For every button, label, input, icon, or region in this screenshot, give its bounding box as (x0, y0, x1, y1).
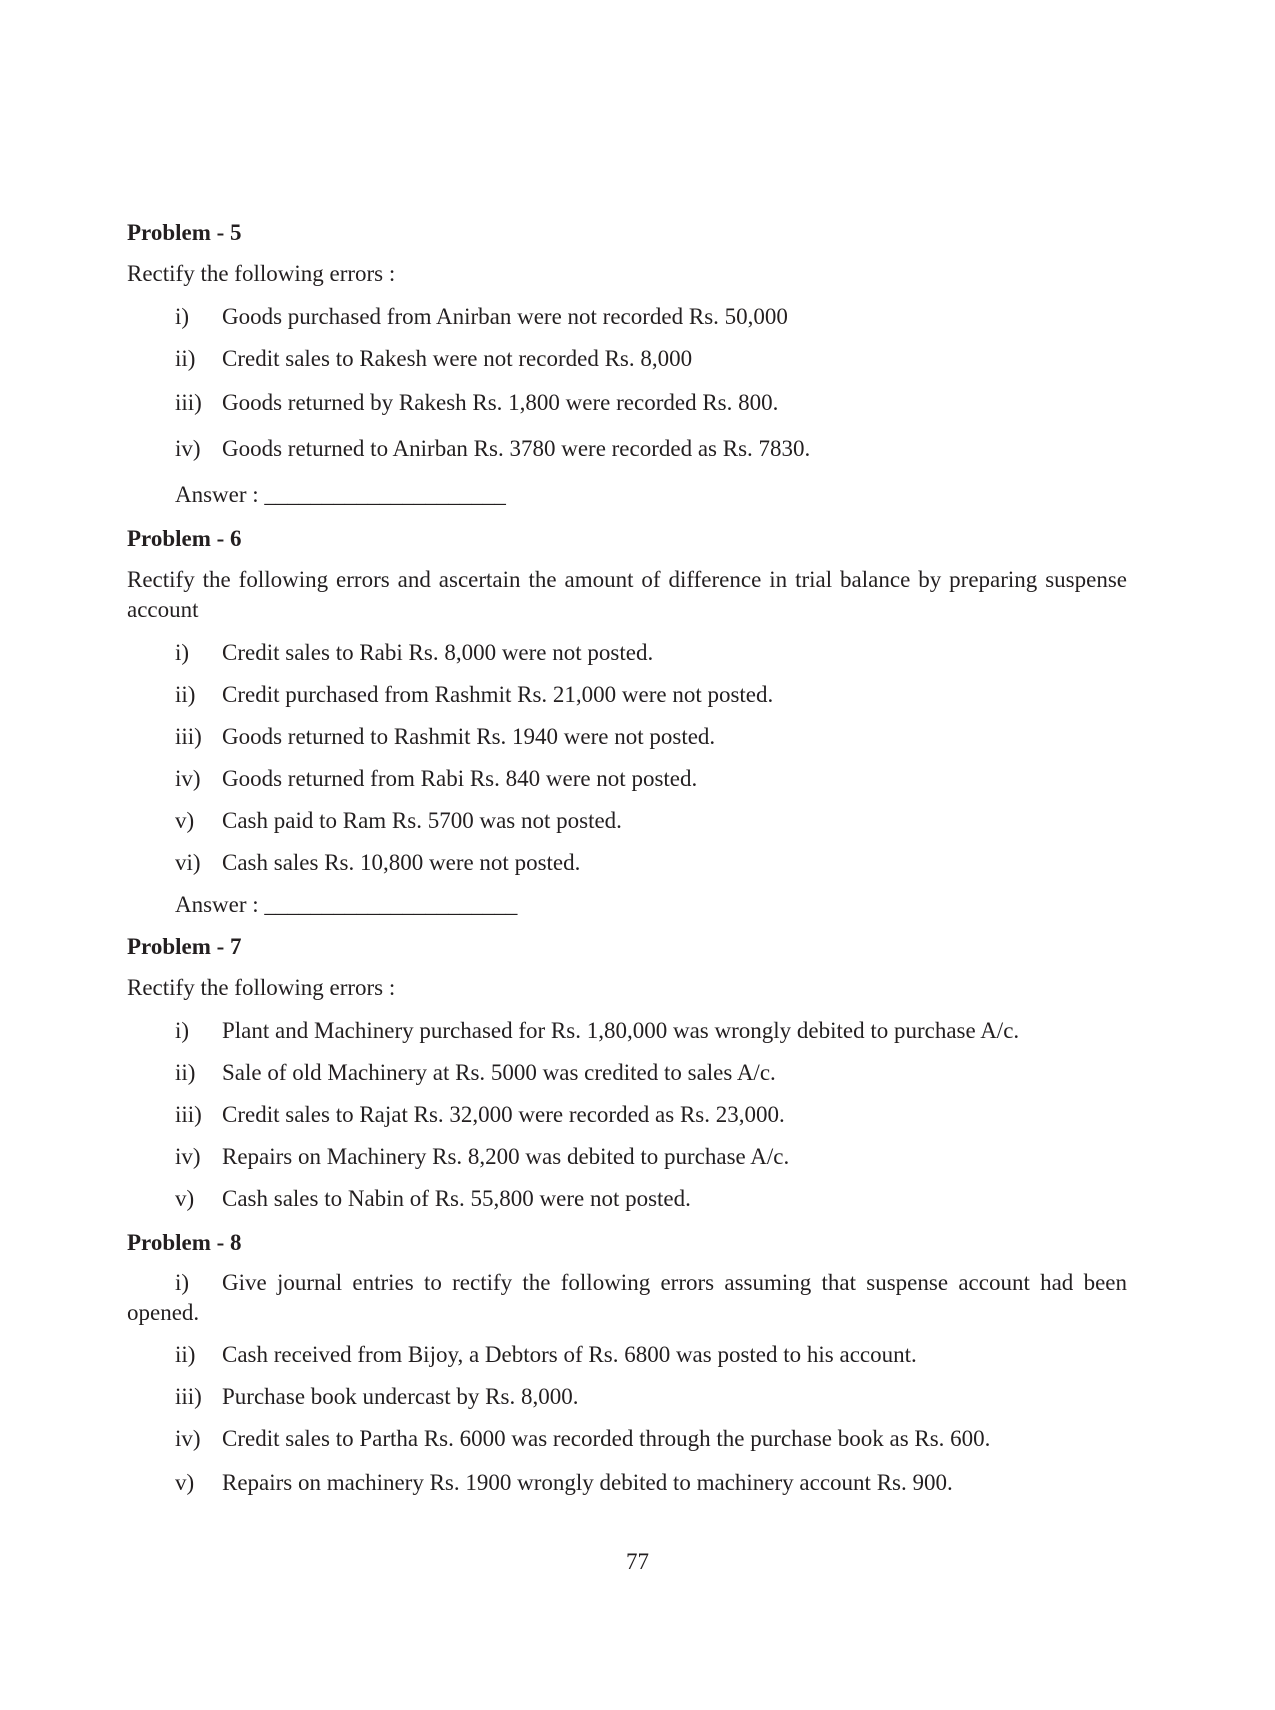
item-number: i) (175, 1018, 190, 1043)
item-text: Goods returned by Rakesh Rs. 1,800 were recorded Rs. 800. (222, 390, 779, 415)
item-text: Goods returned from Rabi Rs. 840 were not posted. (222, 766, 698, 791)
item-number: i) (175, 1270, 190, 1295)
item-text: Cash received from Bijoy, a Debtors of Rs. 6800 was posted to his account. (222, 1342, 917, 1367)
item-text: Credit sales to Rajat Rs. 32,000 were recorded as Rs. 23,000. (222, 1102, 785, 1127)
item-number: iii) (175, 390, 202, 415)
problem-7-title: Problem - 7 (127, 934, 242, 959)
item-text: Credit sales to Partha Rs. 6000 was recorded through the purchase book as Rs. 600. (222, 1426, 991, 1451)
page-number: 77 (626, 1549, 649, 1574)
problem-6-intro: Rectify the following errors and ascertain the amount of difference in trial balance by preparing suspense account (127, 567, 1127, 622)
item-number: v) (175, 808, 195, 833)
item-text: Credit sales to Rabi Rs. 8,000 were not posted. (222, 640, 654, 665)
item-text: Goods returned to Anirban Rs. 3780 were recorded as Rs. 7830. (222, 436, 811, 461)
item-number: vi) (175, 850, 201, 875)
item-number: ii) (175, 346, 196, 371)
problem-5-title: Problem - 5 (127, 220, 242, 245)
item-number: ii) (175, 1060, 196, 1085)
item-number: iv) (175, 766, 201, 791)
item-text: Plant and Machinery purchased for Rs. 1,80,000 was wrongly debited to purchase A/c. (222, 1018, 1020, 1043)
item-number: iii) (175, 1102, 202, 1127)
item-text: Purchase book undercast by Rs. 8,000. (222, 1384, 579, 1409)
item-text: Goods returned to Rashmit Rs. 1940 were not posted. (222, 724, 716, 749)
item-number: iii) (175, 724, 202, 749)
item-text: Cash sales Rs. 10,800 were not posted. (222, 850, 581, 875)
item-text: Goods purchased from Anirban were not recorded Rs. 50,000 (222, 304, 788, 329)
problem-8-title: Problem - 8 (127, 1230, 242, 1255)
item-number: i) (175, 640, 190, 665)
item-text: Credit purchased from Rashmit Rs. 21,000 were not posted. (222, 682, 774, 707)
item-number: v) (175, 1186, 195, 1211)
item-text: Repairs on Machinery Rs. 8,200 was debited to purchase A/c. (222, 1144, 790, 1169)
item-text: Credit sales to Rakesh were not recorded Rs. 8,000 (222, 346, 693, 371)
item-text: Sale of old Machinery at Rs. 5000 was credited to sales A/c. (222, 1060, 776, 1085)
problem-5-intro: Rectify the following errors : (127, 261, 396, 286)
item-text: Cash sales to Nabin of Rs. 55,800 were not posted. (222, 1186, 691, 1211)
problem-7-intro: Rectify the following errors : (127, 975, 396, 1000)
problem-8-item-1 (127, 1268, 1127, 1328)
item-text: Give journal entries to rectify the following errors assuming that suspense account had been opened. (127, 1270, 1127, 1325)
item-number: ii) (175, 682, 196, 707)
item-number: iii) (175, 1384, 202, 1409)
item-number: iv) (175, 1426, 201, 1451)
problem-6-title: Problem - 6 (127, 526, 242, 551)
item-number: iv) (175, 1144, 201, 1169)
item-text: Cash paid to Ram Rs. 5700 was not posted. (222, 808, 622, 833)
problem-6-answer-line: Answer : ______________________ (175, 892, 518, 917)
item-number: iv) (175, 436, 201, 461)
item-text: Repairs on machinery Rs. 1900 wrongly debited to machinery account Rs. 900. (222, 1470, 953, 1495)
item-number: ii) (175, 1342, 196, 1367)
item-number: v) (175, 1470, 195, 1495)
item-number: i) (175, 304, 190, 329)
problem-5-answer-line: Answer : _____________________ (175, 482, 506, 507)
